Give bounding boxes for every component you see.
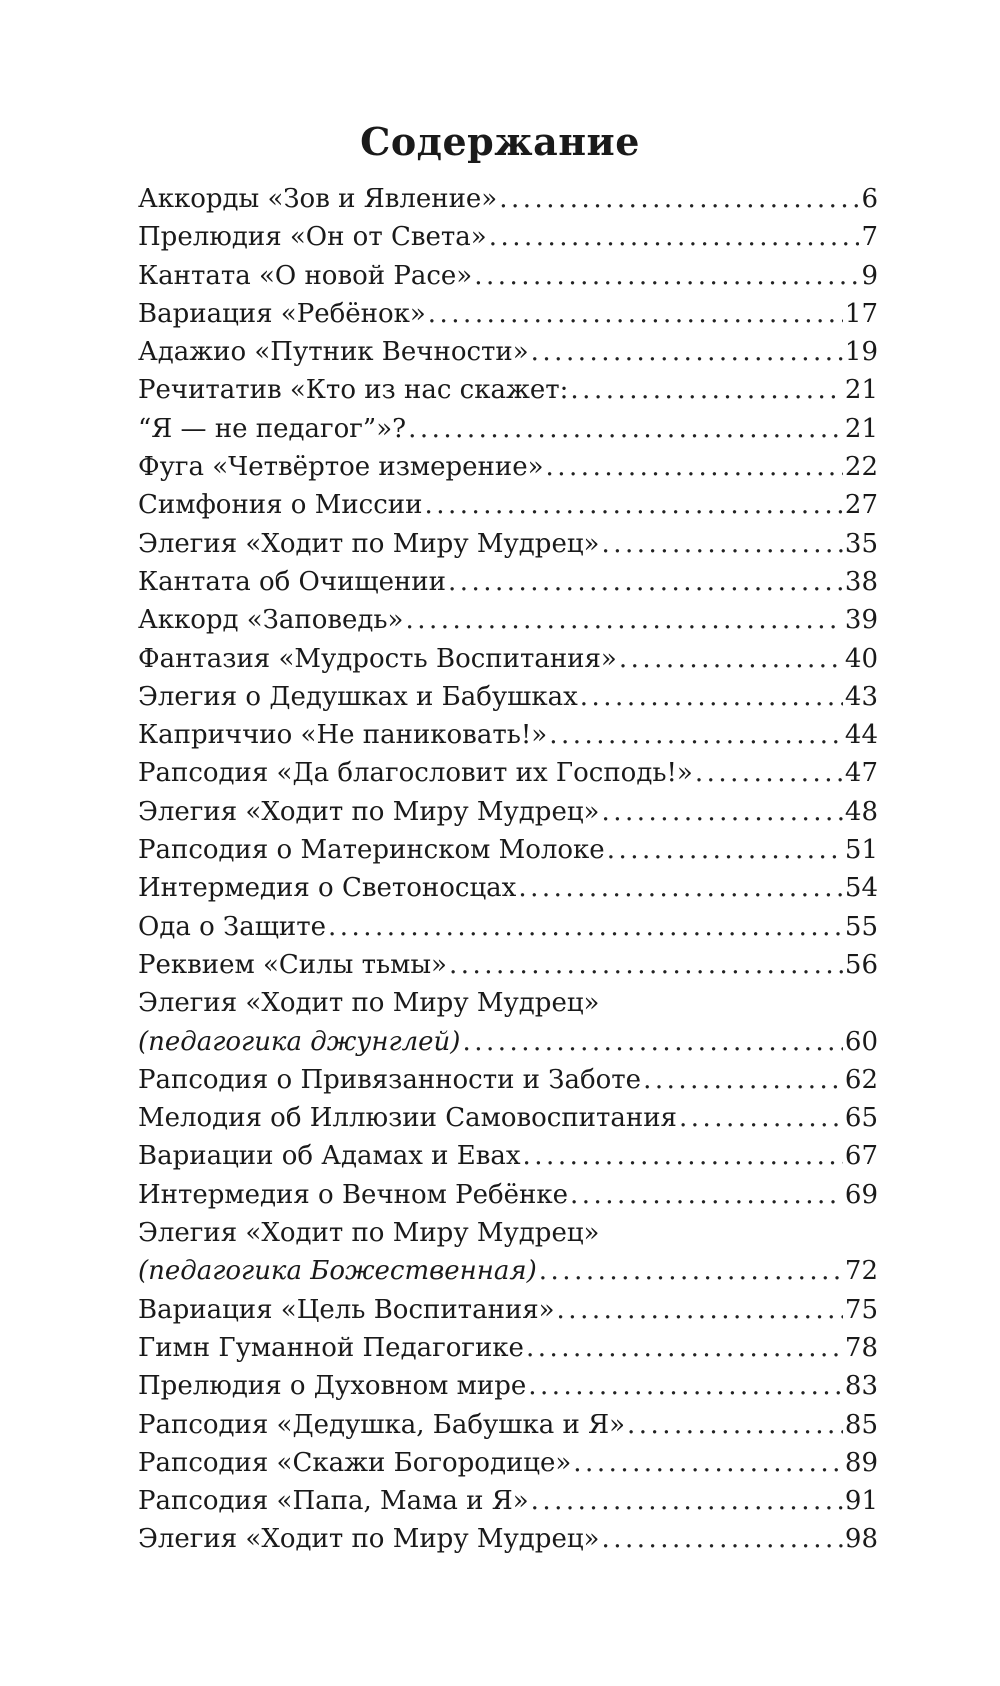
toc-page-number: 17	[844, 298, 878, 329]
toc-page-number: 69	[844, 1179, 878, 1210]
dot-leader	[523, 1137, 843, 1175]
dot-leader	[627, 1406, 843, 1444]
toc-page-number: 55	[844, 911, 878, 942]
toc-entry-title: Интермедия о Светоносцах	[138, 873, 517, 904]
toc-page-number: 43	[844, 681, 878, 712]
toc-entry-title: Элегия «Ходит по Миру Мудрец»	[138, 528, 600, 559]
dot-leader	[424, 486, 842, 524]
dot-leader	[528, 1367, 843, 1405]
toc-page-number: 89	[844, 1447, 878, 1478]
dot-leader	[601, 1520, 842, 1558]
dot-leader	[449, 946, 843, 984]
dot-leader	[619, 640, 843, 678]
toc-page-number: 60	[844, 1026, 878, 1057]
toc-page-number: 67	[844, 1141, 878, 1172]
toc-entry[interactable]	[138, 295, 878, 333]
toc-entry-title: Речитатив «Кто из нас скажет:	[138, 375, 569, 406]
toc-entry-title: Рапсодия «Да благословит их Господь!»	[138, 758, 693, 789]
toc-page-number: 9	[861, 260, 878, 291]
toc-entry-title: Рапсодия о Привязанности и Заботе	[138, 1064, 642, 1095]
toc-entry[interactable]	[138, 1099, 878, 1137]
toc-entry-title: Ода о Защите	[138, 911, 326, 942]
toc-entry-title: Кантата об Очищении	[138, 566, 446, 597]
toc-entry-title: Элегия о Дедушках и Бабушках	[138, 681, 578, 712]
toc-entry-title: “Я — не педагог”»?	[138, 413, 407, 444]
toc-entry[interactable]	[138, 1520, 878, 1558]
toc-page-number: 35	[844, 528, 878, 559]
toc-entry[interactable]	[138, 1176, 878, 1214]
toc-page-number: 48	[844, 796, 878, 827]
toc-page-number: 27	[844, 490, 878, 521]
toc-entry-title: Элегия «Ходит по Миру Мудрец»	[138, 796, 600, 827]
page-title: Содержание	[360, 119, 640, 165]
toc-page-number: 38	[844, 566, 878, 597]
toc-entry[interactable]	[138, 678, 878, 716]
dot-leader	[643, 1061, 843, 1099]
toc-entry[interactable]	[138, 831, 878, 869]
toc-page-number: 39	[844, 605, 878, 636]
toc-entry[interactable]	[138, 1023, 878, 1061]
toc-entry-title: Кантата «О новой Расе»	[138, 260, 473, 291]
toc-entry-title: Элегия «Ходит по Миру Мудрец»	[138, 1218, 600, 1249]
toc-entry-title: Вариация «Ребёнок»	[138, 298, 426, 329]
dot-leader	[408, 410, 843, 448]
toc-entry[interactable]	[138, 908, 878, 946]
toc-page-number: 72	[844, 1256, 878, 1287]
toc-entry[interactable]	[138, 371, 878, 409]
toc-entry[interactable]	[138, 448, 878, 486]
toc-entry[interactable]	[138, 218, 878, 256]
dot-leader	[601, 525, 842, 563]
toc-page-number: 65	[844, 1103, 878, 1134]
toc-entry-title: Каприччио «Не паниковать!»	[138, 720, 548, 751]
dot-leader	[462, 1023, 842, 1061]
toc-page-number: 91	[844, 1486, 878, 1517]
dot-leader	[531, 1482, 843, 1520]
toc-entry[interactable]	[138, 486, 878, 524]
dot-leader	[546, 448, 843, 486]
dot-leader	[448, 563, 843, 601]
dot-leader	[499, 180, 859, 218]
toc-page-number: 21	[844, 375, 878, 406]
toc-page-number: 54	[844, 873, 878, 904]
toc-page-number: 7	[861, 222, 878, 253]
toc-page-number: 83	[844, 1371, 878, 1402]
toc-page-number: 40	[844, 643, 878, 674]
toc-entry[interactable]	[138, 563, 878, 601]
toc-entry-title: Аккорд «Заповедь»	[138, 605, 404, 636]
toc-entry[interactable]	[138, 1367, 878, 1405]
dot-leader	[405, 601, 842, 639]
toc-entry-title: Рапсодия «Дедушка, Бабушка и Я»	[138, 1409, 625, 1440]
toc-entry[interactable]	[138, 1061, 878, 1099]
toc-page-number: 22	[844, 452, 878, 483]
toc-entry[interactable]	[138, 257, 878, 295]
toc-entry[interactable]	[138, 640, 878, 678]
toc-entry[interactable]	[138, 984, 878, 1022]
toc-entry[interactable]	[138, 1252, 878, 1290]
toc-entry-title: Адажио «Путник Вечности»	[138, 337, 529, 368]
toc-entry-title: Рапсодия о Материнском Молоке	[138, 835, 605, 866]
toc-entry-title: Элегия «Ходит по Миру Мудрец»	[138, 988, 600, 1019]
dot-leader	[607, 831, 843, 869]
toc-entry-title: Симфония о Миссии	[138, 490, 423, 521]
dot-leader	[526, 1329, 843, 1367]
dot-leader	[570, 371, 842, 409]
toc-entry[interactable]	[138, 1137, 878, 1175]
dot-leader	[518, 869, 843, 907]
toc-page-number: 75	[844, 1294, 878, 1325]
toc-page-number: 44	[844, 720, 878, 751]
toc-page-number: 6	[861, 184, 878, 214]
dot-leader	[489, 218, 860, 256]
toc-entry[interactable]	[138, 946, 878, 984]
toc-entry[interactable]	[138, 716, 878, 754]
toc-entry-title: Гимн Гуманной Педагогике	[138, 1332, 524, 1363]
toc-entry-title: Фуга «Четвёртое измерение»	[138, 452, 544, 483]
toc-entry[interactable]	[138, 1291, 878, 1329]
toc-page-number: 98	[844, 1524, 878, 1555]
dot-leader	[539, 1252, 843, 1290]
toc-page-number: 21	[844, 413, 878, 444]
dot-leader	[573, 1444, 843, 1482]
toc-entry-title: Прелюдия «Он от Света»	[138, 222, 487, 253]
dot-leader	[428, 295, 843, 333]
toc-entry[interactable]	[138, 1444, 878, 1482]
dot-leader	[580, 678, 843, 716]
toc-entry[interactable]	[138, 1214, 878, 1252]
dot-leader	[328, 908, 843, 946]
toc-entry[interactable]	[138, 333, 878, 371]
toc-entry-title: Реквием «Силы тьмы»	[138, 949, 447, 980]
toc-page-number: 78	[844, 1332, 878, 1363]
dot-leader	[557, 1291, 843, 1329]
toc-entry[interactable]	[138, 1482, 878, 1520]
dot-leader	[679, 1099, 843, 1137]
toc-entry[interactable]	[138, 869, 878, 907]
dot-leader	[531, 333, 843, 371]
toc-entry-title: Рапсодия «Скажи Богородице»	[138, 1447, 572, 1478]
toc-entry-title: Аккорды «Зов и Явление»	[138, 184, 498, 214]
toc-page-number: 51	[844, 835, 878, 866]
toc-entry[interactable]	[138, 754, 878, 792]
toc-entry-title: (педагогика джунглей)	[138, 1026, 461, 1057]
toc-entry[interactable]	[138, 525, 878, 563]
toc-entry-title: Мелодия об Иллюзии Самовоспитания	[138, 1103, 677, 1134]
toc-entry[interactable]	[138, 601, 878, 639]
toc-entry-title: Вариации об Адамах и Евах	[138, 1141, 521, 1172]
dot-leader	[601, 793, 842, 831]
toc-page-number: 85	[844, 1409, 878, 1440]
toc-page-number: 19	[844, 337, 878, 368]
toc-entry-title: Интермедия о Вечном Ребёнке	[138, 1179, 568, 1210]
toc-page-number: 62	[844, 1064, 878, 1095]
table-of-contents	[138, 180, 878, 1559]
toc-entry[interactable]	[138, 793, 878, 831]
toc-entry[interactable]	[138, 1329, 878, 1367]
toc-entry-title: (педагогика Божественная)	[138, 1256, 537, 1287]
dot-leader	[549, 716, 843, 754]
toc-entry[interactable]	[138, 1406, 878, 1444]
dot-leader	[695, 754, 843, 792]
toc-entry-title: Прелюдия о Духовном мире	[138, 1371, 527, 1402]
toc-entry-title: Фантазия «Мудрость Воспитания»	[138, 643, 617, 674]
toc-entry-title: Элегия «Ходит по Миру Мудрец»	[138, 1524, 600, 1555]
toc-entry-title: Рапсодия «Папа, Мама и Я»	[138, 1486, 529, 1517]
toc-entry-title: Вариация «Цель Воспитания»	[138, 1294, 555, 1325]
toc-entry[interactable]	[138, 410, 878, 448]
toc-page-number: 47	[844, 758, 878, 789]
dot-leader	[474, 257, 859, 295]
toc-entry[interactable]	[138, 180, 878, 218]
toc-page-number: 56	[844, 949, 878, 980]
dot-leader	[570, 1176, 843, 1214]
